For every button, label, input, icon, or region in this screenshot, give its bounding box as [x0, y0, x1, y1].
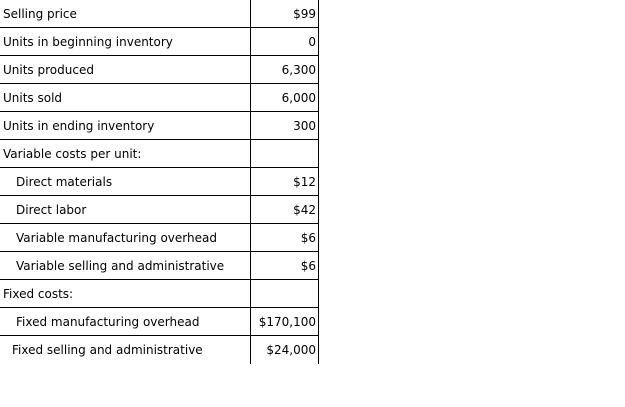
row-value [251, 280, 319, 308]
table-row [0, 252, 319, 280]
table-row [0, 168, 319, 196]
row-value: $99 [251, 0, 319, 28]
row-label: Units in ending inventory [0, 112, 251, 140]
row-value: $24,000 [251, 336, 319, 365]
cost-data-table [0, 0, 319, 364]
row-label: Variable manufacturing overhead [0, 224, 251, 252]
row-label: Units produced [0, 56, 251, 84]
table-row [0, 196, 319, 224]
table-row [0, 112, 319, 140]
row-value: $42 [251, 196, 319, 224]
row-value: $6 [251, 252, 319, 280]
row-label: Fixed manufacturing overhead [0, 308, 251, 336]
table-row [0, 224, 319, 252]
row-value: 0 [251, 28, 319, 56]
row-value: 300 [251, 112, 319, 140]
row-value: $170,100 [251, 308, 319, 336]
table-row [0, 308, 319, 336]
row-label: Variable selling and administrative [0, 252, 251, 280]
row-label: Fixed selling and administrative [0, 336, 251, 365]
table-row [0, 336, 319, 365]
row-value: $6 [251, 224, 319, 252]
table-row [0, 28, 319, 56]
table-row [0, 280, 319, 308]
row-label: Direct materials [0, 168, 251, 196]
table-row [0, 84, 319, 112]
row-value: 6,000 [251, 84, 319, 112]
table-row [0, 0, 319, 28]
table-row [0, 140, 319, 168]
row-label: Selling price [0, 0, 251, 28]
row-value: $12 [251, 168, 319, 196]
row-value: 6,300 [251, 56, 319, 84]
section-header-variable-costs: Variable costs per unit: [0, 140, 251, 168]
section-header-fixed-costs: Fixed costs: [0, 280, 251, 308]
table-row [0, 56, 319, 84]
row-value [251, 140, 319, 168]
row-label: Units in beginning inventory [0, 28, 251, 56]
row-label: Direct labor [0, 196, 251, 224]
row-label: Units sold [0, 84, 251, 112]
